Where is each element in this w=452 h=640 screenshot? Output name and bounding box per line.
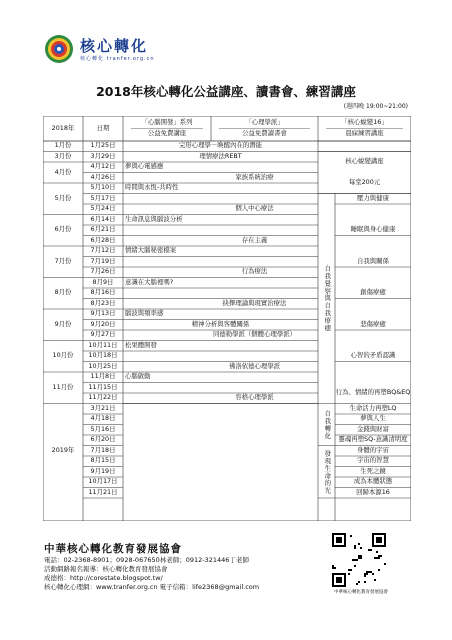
date-cell: 8月16日 (90, 288, 116, 297)
footer-phone: 電話：02-2368-8901；0928-067650林老師；0912-321446丁老師 (44, 556, 249, 564)
practice-topic: 行為、情緒的再塑BQ&EQ (335, 388, 411, 397)
association-logo (44, 34, 74, 64)
practice-topic: 靈魂再塑SQ-意識清明度 (338, 435, 408, 444)
date-cell: 11月15日 (88, 382, 118, 391)
date-cell: 10月17日 (88, 477, 118, 486)
reading-event-cell: 個人中心療法 (235, 204, 274, 213)
header-reading-club: 公益免費讀書會 (242, 129, 287, 138)
schedule-table (43, 116, 411, 521)
brand-name: 核心轉化 (80, 37, 149, 55)
month-label-6: 7月份 (54, 256, 72, 265)
date-cell: 8月9日 (92, 277, 114, 286)
date-cell: 9月13日 (90, 309, 116, 318)
header-psych-school: 「心理學派」 (245, 118, 284, 127)
core-lecture-label: 核心蛻變講座 (345, 157, 384, 166)
date-cell: 7月12日 (90, 246, 116, 255)
reading-event-cell: 抉擇理論與現實治療法 (222, 298, 287, 307)
lecture-event-cell: 時間與永恆-共時性 (125, 183, 179, 192)
reading-event-cell: 同德勒學派（個體心理學派） (212, 330, 297, 339)
date-cell: 1月25日 (90, 141, 116, 150)
date-cell: 7月26日 (90, 267, 116, 276)
practice-topic: 睡眠與身心健康 (350, 225, 396, 234)
event-cell: 精神分析與客體關係 (191, 319, 250, 328)
month-label-8: 9月份 (54, 319, 72, 328)
practice-topic: 生命活力再塑LQ (349, 403, 397, 412)
month-label-3: 4月份 (54, 167, 72, 176)
event-cell: 完形心理學－喚醒內在的潛能 (178, 141, 263, 150)
date-cell: 4月18日 (90, 414, 116, 423)
date-cell: 4月26日 (90, 172, 116, 181)
header-core-16: 「核心蛻變16」 (341, 118, 388, 127)
header-year: 2018年 (51, 123, 75, 132)
practice-topic: 夢與人生 (360, 414, 386, 423)
header-lecture-series: 「心腦開發」系列 (141, 118, 193, 127)
practice-topic: 身體的宇宙 (357, 445, 389, 454)
footer-site-email[interactable]: 核心轉化心理網：www.tranfer.org.cn 電子信箱：life2368@gmail.com (44, 583, 260, 591)
month-label-4: 5月份 (54, 193, 72, 202)
brand-subtitle: 核心轉化 tranfer.org.cn (80, 56, 155, 62)
reading-event-cell: 行為療法 (241, 267, 268, 276)
date-cell: 5月24日 (90, 204, 116, 213)
qr-code-icon[interactable] (332, 533, 386, 587)
date-cell: 10月18日 (88, 351, 118, 360)
lecture-event-cell: 夢與心電感應 (125, 162, 164, 171)
date-cell: 9月20日 (90, 319, 116, 328)
practice-topic: 宇宙的智慧 (357, 456, 389, 465)
header-practice: 晨寐練習講座 (345, 129, 384, 138)
date-cell: 11月22日 (88, 393, 118, 402)
page-title: 2018年核心轉化公益講座、讀書會、練習講座 (96, 84, 356, 99)
lecture-event-cell: 腦波與頻率感 (125, 309, 164, 318)
footer-signup: 活動網路報名報導：核心轉化教育發展協會 (44, 565, 168, 573)
practice-topic: 回歸本源16 (356, 487, 390, 496)
vertical-self-transform: 自我轉化 (323, 409, 332, 440)
date-cell: 6月28日 (90, 235, 116, 244)
date-cell: 10月25日 (88, 361, 118, 370)
lecture-event-cell: 情緒大腦秘密檔案 (125, 246, 177, 255)
vertical-discover-light: 發現生命的光 (323, 449, 332, 494)
date-cell: 4月12日 (90, 162, 116, 171)
date-cell: 8月15日 (90, 456, 116, 465)
month-label-2: 3月份 (54, 151, 72, 160)
date-cell: 5月16日 (90, 424, 116, 433)
practice-topic: 壓力與健康 (357, 193, 389, 202)
date-cell: 5月17日 (90, 193, 116, 202)
header-lecture-free: 公益免費講座 (147, 129, 187, 138)
date-cell: 11月8日 (90, 372, 116, 381)
date-cell: 11月21日 (88, 487, 118, 496)
practice-topic: 生死之鏡 (360, 466, 386, 475)
practice-topic: 心智的矛盾認識 (350, 351, 396, 360)
month-label-5: 6月份 (54, 225, 72, 234)
date-cell: 5月10日 (90, 183, 116, 192)
vertical-self-awareness: 自我覺察與自我療癒 (323, 265, 332, 332)
date-cell: 3月29日 (90, 151, 116, 160)
lecture-event-cell: 心腦啟動 (125, 372, 151, 381)
year-2019-label: 2019年 (51, 445, 75, 454)
reading-event-cell: 容格心理學派 (235, 393, 274, 402)
practice-topic: 金錢與財富 (357, 424, 389, 433)
footer-organization: 中華核心轉化教育發展協會 (44, 543, 182, 555)
event-cell: 理情療法REBT (199, 151, 242, 160)
lecture-event-cell: 松果體開發 (125, 340, 157, 349)
lecture-event-cell: 意識在大腦裡嗎? (125, 277, 174, 286)
date-cell: 10月11日 (88, 340, 118, 349)
practice-topic: 創傷療癒 (360, 288, 386, 297)
date-cell: 7月18日 (90, 445, 116, 454)
date-cell: 6月14日 (90, 214, 116, 223)
lecture-event-cell: 生命訊息與腦波分析 (125, 214, 183, 223)
date-cell: 9月19日 (90, 466, 116, 475)
footer-blog[interactable]: 成德格：http://corestate.blogspot.tw/ (44, 574, 163, 582)
schedule-time-note: (週四晚 19:00~21:00) (343, 103, 408, 110)
month-label-7: 8月份 (54, 288, 72, 297)
header-date: 日期 (96, 123, 110, 132)
month-label-9: 10月份 (52, 351, 74, 360)
practice-topic: 悲傷療癒 (360, 319, 386, 328)
practice-topic: 自我與關係 (357, 256, 389, 265)
date-cell: 9月27日 (90, 330, 116, 339)
core-lecture-price: 每堂200元 (348, 178, 381, 187)
qr-caption: 中華核心轉化教育發展協會 (334, 590, 388, 595)
date-cell: 8月23日 (90, 298, 116, 307)
date-cell: 6月21日 (90, 225, 116, 234)
date-cell: 7月19日 (90, 256, 116, 265)
reading-event-cell: 存在主義 (241, 235, 268, 244)
date-cell: 6月20日 (90, 435, 116, 444)
month-label-10: 11月份 (52, 382, 74, 391)
reading-event-cell: 家族系統治療 (235, 172, 274, 181)
month-label-1: 1月份 (54, 141, 72, 150)
reading-event-cell: 佛洛依德心理學派 (228, 361, 281, 370)
practice-topic: 成為本體狀態 (353, 477, 393, 486)
date-cell: 3月21日 (90, 403, 116, 412)
